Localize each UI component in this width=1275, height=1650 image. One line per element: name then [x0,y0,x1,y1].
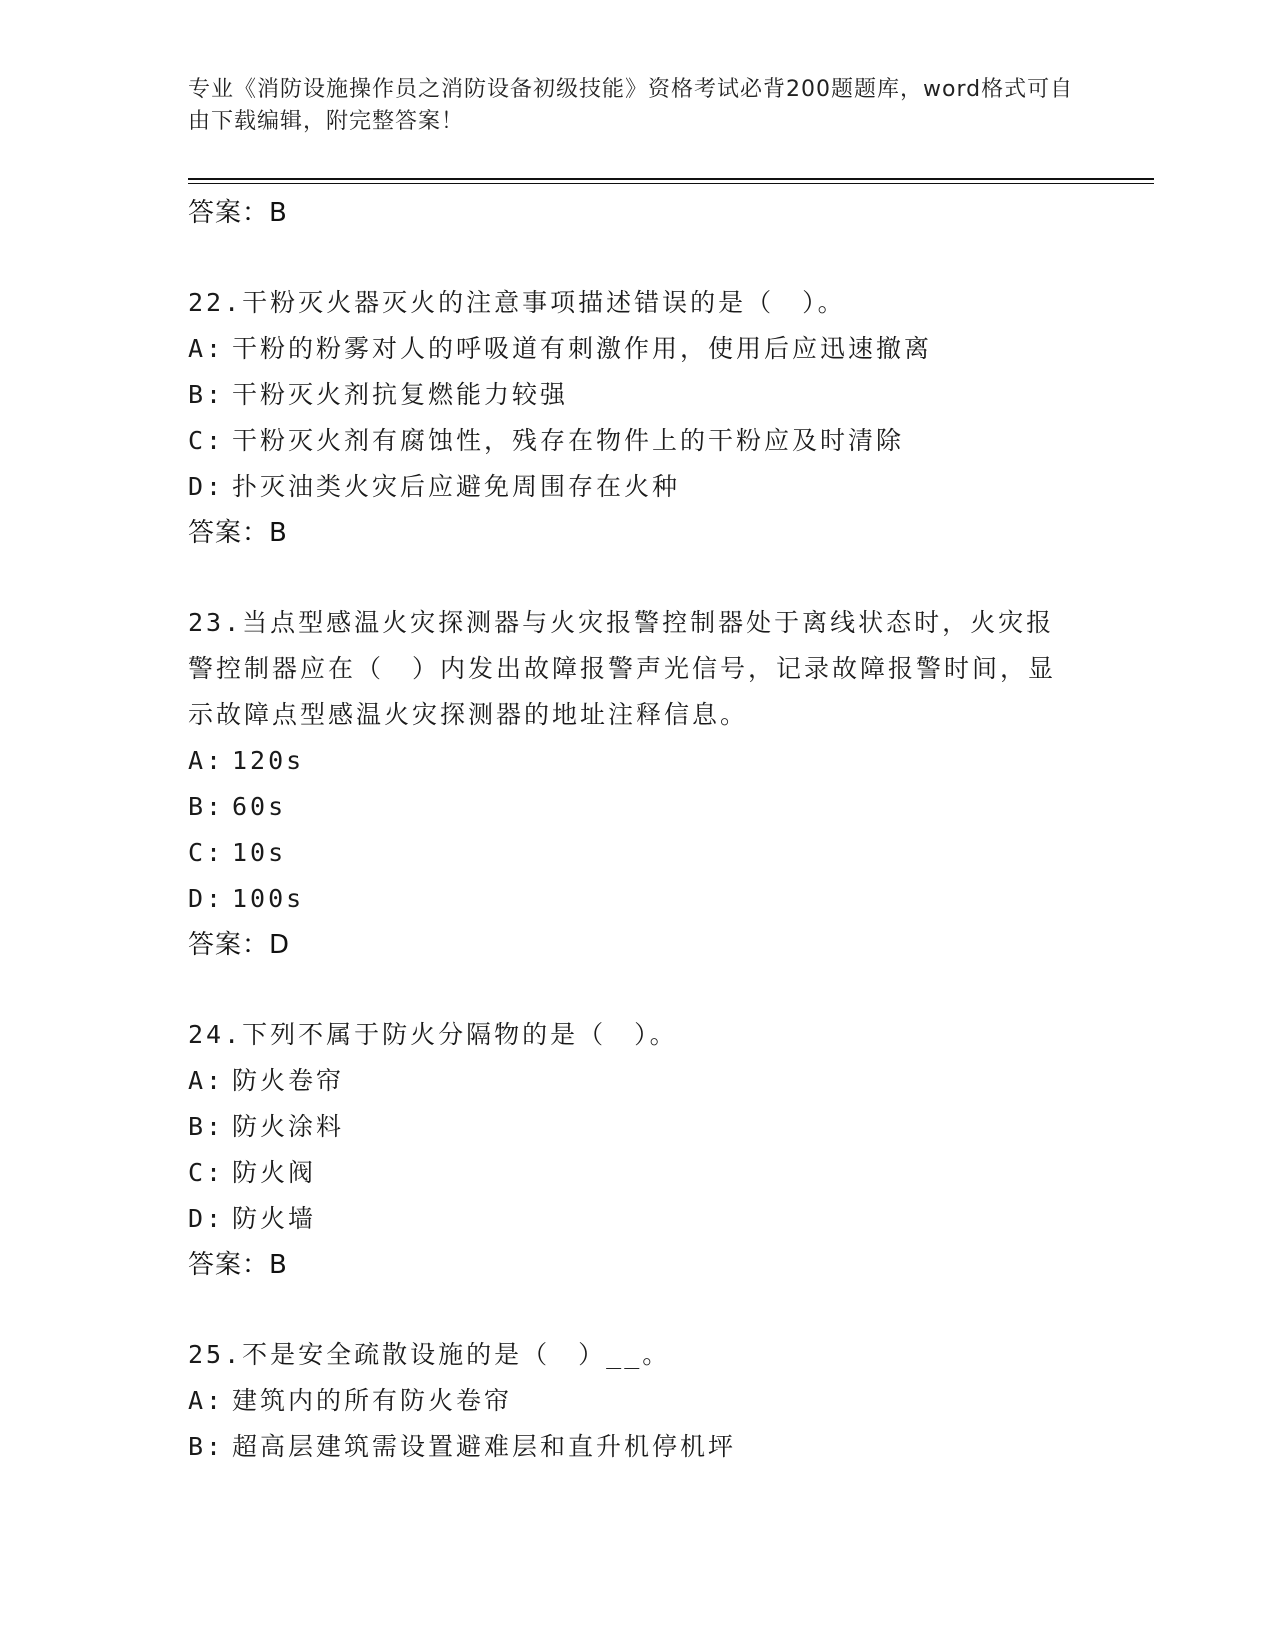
document-header: 专业《消防设施操作员之消防设备初级技能》资格考试必背200题题库，word格式可自由下载编辑，附完整答案！ [188,77,1074,134]
option-key: B: [188,792,225,821]
option-text: 干粉灭火剂抗复燃能力较强 [232,380,569,409]
answer-option [188,464,1148,510]
option-key: D: [188,884,225,913]
option-text: 60s [232,792,287,821]
question-stem: 22.干粉灭火器灭火的注意事项描述错误的是（ ）。 [188,288,846,317]
option-text: 防火墙 [232,1204,317,1233]
block-spacer [188,968,1148,1012]
question-stem: 24.下列不属于防火分隔物的是（ ）。 [188,1020,678,1049]
header-rule-thick [188,178,1154,180]
option-key: B: [188,380,225,409]
answer-option [188,1196,1148,1242]
answer-option [188,784,1148,830]
option-key: A: [188,1066,225,1095]
option-text: 干粉灭火剂有腐蚀性，残存在物件上的干粉应及时清除 [232,426,905,455]
answer-option [188,326,1148,372]
question-list [188,190,1148,1470]
option-text: 干粉的粉雾对人的呼吸道有刺激作用，使用后应迅速撤离 [232,334,933,363]
answer-option [188,1104,1148,1150]
option-text: 超高层建筑需设置避难层和直升机停机坪 [232,1432,737,1461]
option-key: D: [188,472,225,501]
option-text: 扑灭油类火灾后应避免周围存在火种 [232,472,681,501]
option-text: 10s [232,838,287,867]
answer-option [188,830,1148,876]
answer-line: 答案：B [188,198,288,228]
block-spacer [188,556,1148,600]
option-key: C: [188,426,225,455]
answer-line: 答案：B [188,1250,288,1280]
answer-option [188,1378,1148,1424]
option-key: A: [188,1386,225,1415]
option-text: 建筑内的所有防火卷帘 [232,1386,513,1415]
option-key: B: [188,1112,225,1141]
option-text: 防火涂料 [232,1112,345,1141]
answer-option [188,372,1148,418]
option-key: C: [188,1158,225,1187]
option-text: 防火卷帘 [232,1066,345,1095]
header-rule-thin [188,183,1154,184]
option-key: D: [188,1204,225,1233]
option-key: B: [188,1432,225,1461]
question-stem: 23.当点型感温火灾探测器与火灾报警控制器处于离线状态时，火灾报警控制器应在（ ）内发出故障报警声光信号，记录故障报警时间，显示故障点型感温火灾探测器的地址注释信息。 [188,608,1057,729]
answer-line: 答案：D [188,930,291,960]
option-text: 120s [232,746,305,775]
option-text: 防火阀 [232,1158,317,1187]
option-key: A: [188,746,225,775]
answer-option [188,1424,1148,1470]
answer-option [188,1150,1148,1196]
answer-option [188,418,1148,464]
answer-option [188,876,1148,922]
answer-option [188,738,1148,784]
question-stem: 25.不是安全疏散设施的是（ ）__。 [188,1340,671,1369]
block-spacer [188,1288,1148,1332]
block-spacer [188,236,1148,280]
option-key: A: [188,334,225,363]
answer-line: 答案：B [188,518,288,548]
option-text: 100s [232,884,305,913]
answer-option [188,1058,1148,1104]
option-key: C: [188,838,225,867]
